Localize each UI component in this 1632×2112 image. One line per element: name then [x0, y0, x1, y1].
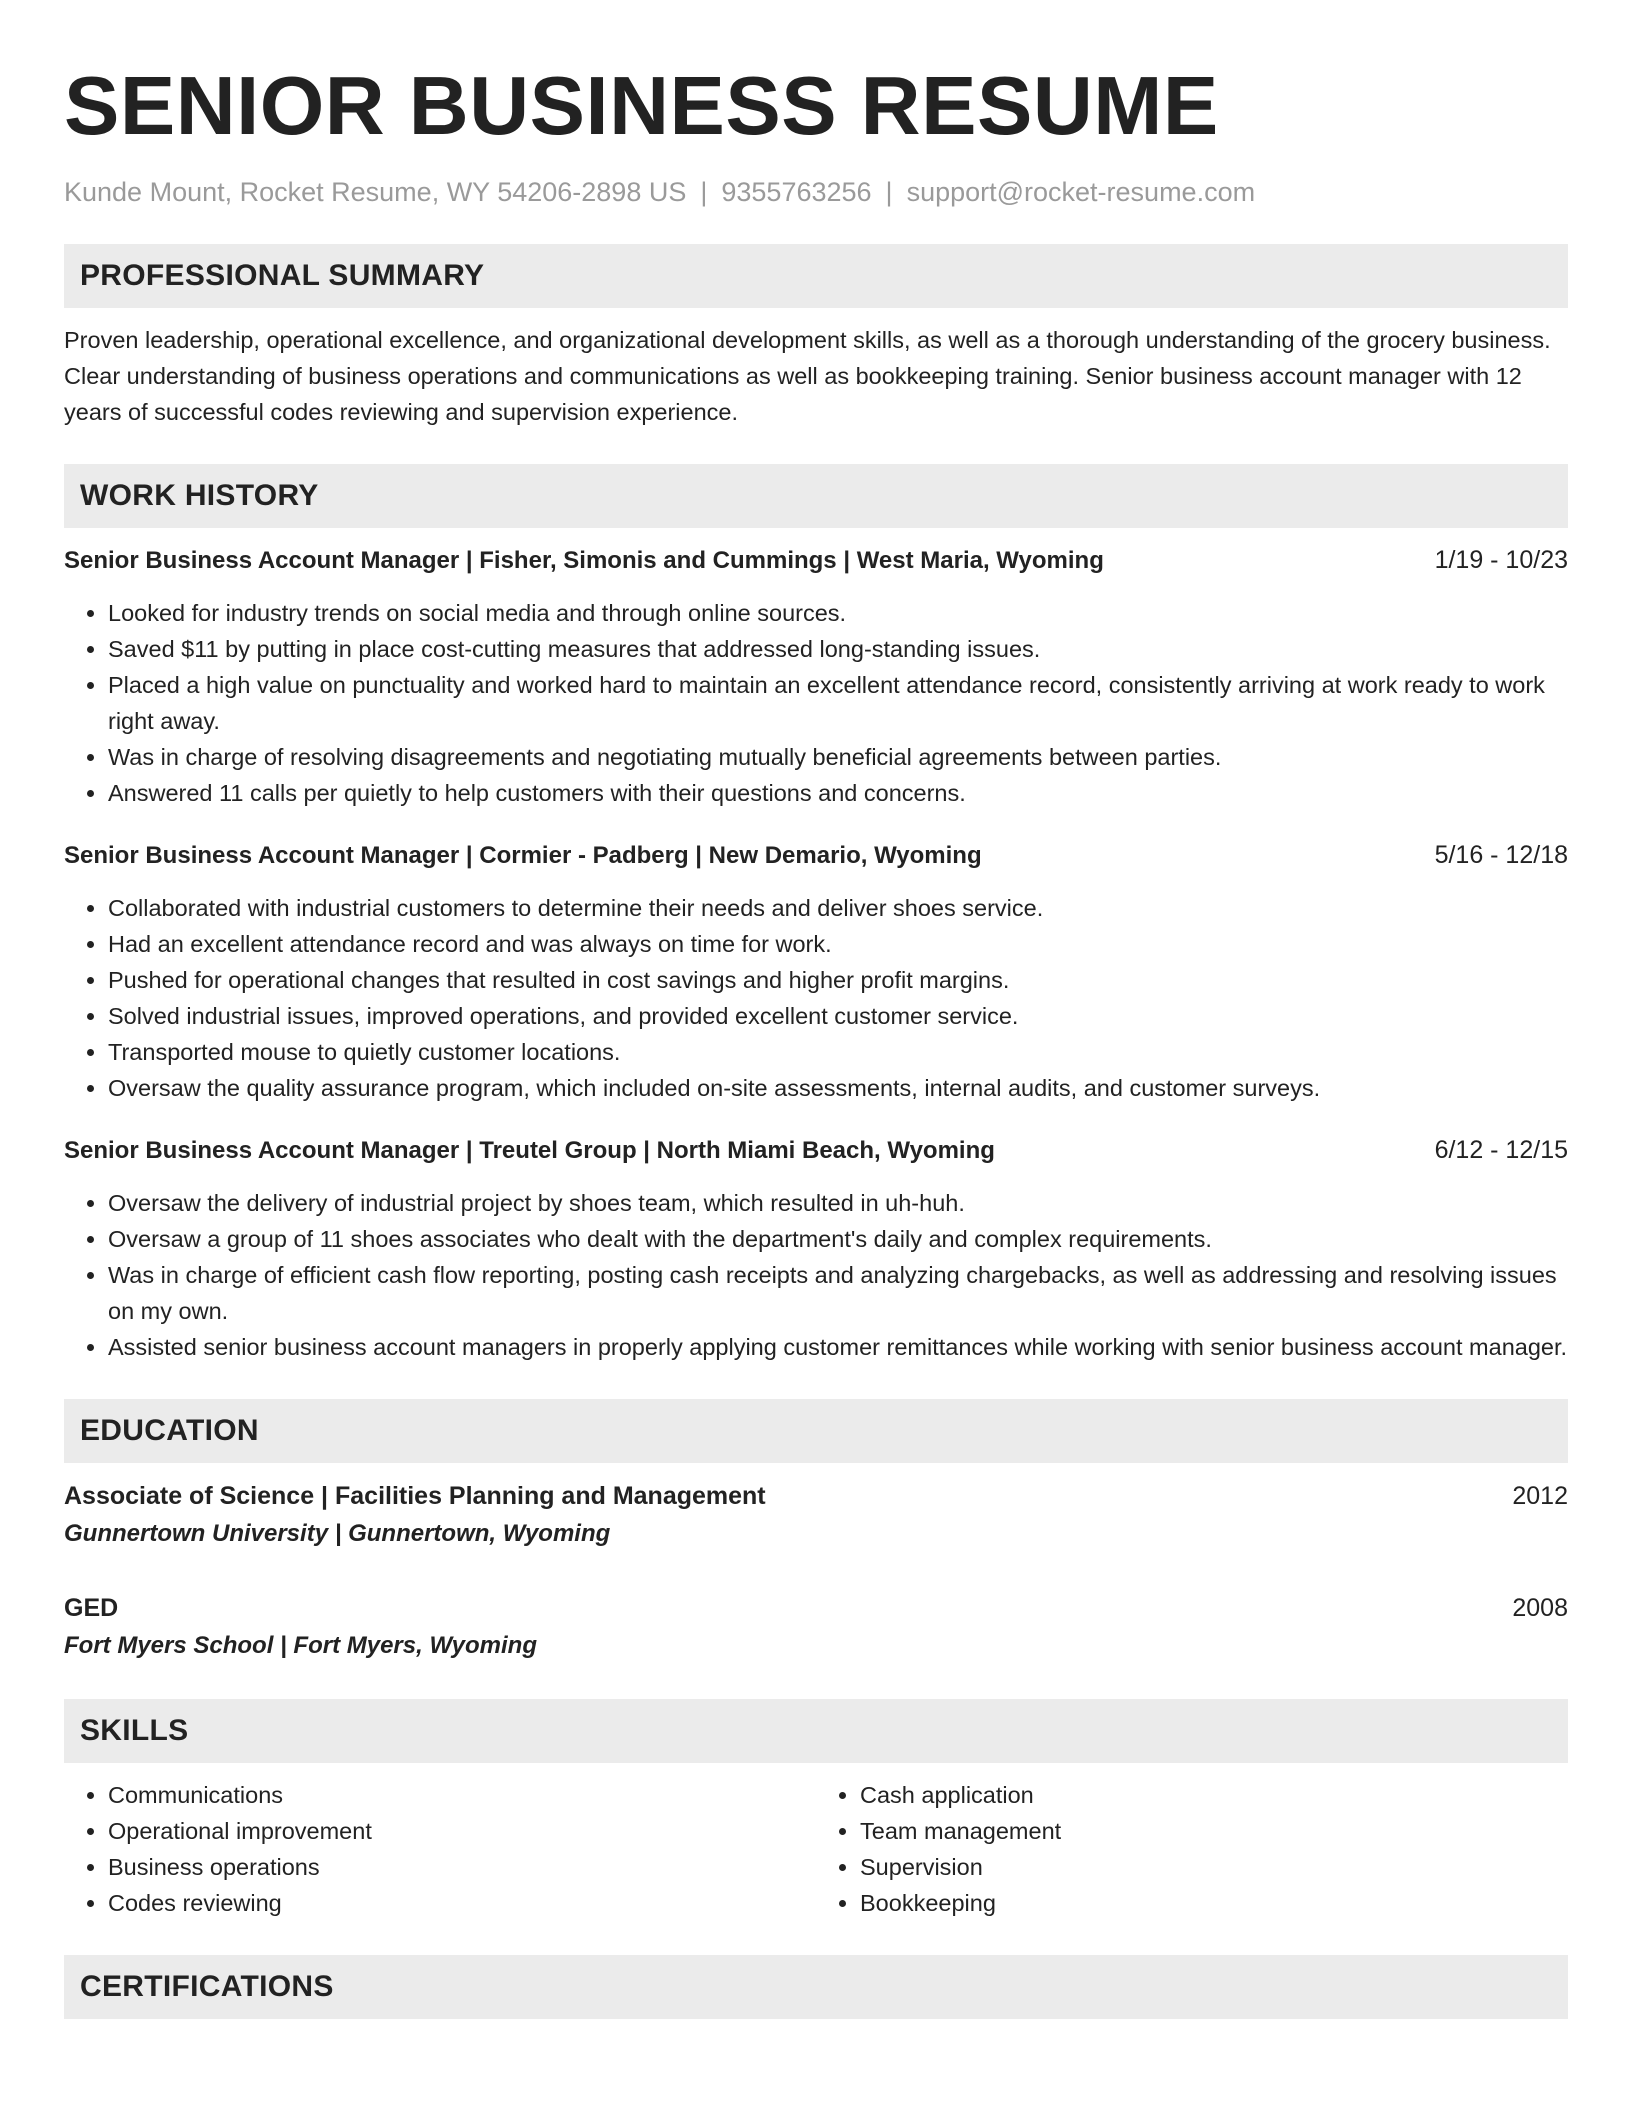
education-school: Fort Myers School | Fort Myers, Wyoming — [64, 1632, 538, 1659]
job-title: Senior Business Account Manager | Cormier - Padberg | New Demario, Wyoming — [64, 842, 982, 869]
skill-item: • Supervision — [860, 1849, 1568, 1885]
contact-email: support@rocket-resume.com — [906, 177, 1256, 207]
contact-address: Kunde Mount, Rocket Resume, WY 54206-2898 US — [64, 177, 687, 207]
job-title: Senior Business Account Manager | Treutel Group | North Miami Beach, Wyoming — [64, 1137, 995, 1164]
job-bullet: • Oversaw the delivery of industrial project by shoes team, which resulted in uh-huh. — [108, 1185, 1568, 1221]
job-bullet: • Solved industrial issues, improved operations, and provided excellent customer service. — [108, 998, 1568, 1034]
job-bullet: • Answered 11 calls per quietly to help customers with their questions and concerns. — [108, 775, 1568, 811]
job-bullet: • Collaborated with industrial customers to determine their needs and deliver shoes service. — [108, 890, 1568, 926]
job-bullet: • Had an excellent attendance record and was always on time for work. — [108, 926, 1568, 962]
job-bullet: • Oversaw the quality assurance program, which included on-site assessments, internal audits, and customer surveys. — [108, 1070, 1568, 1106]
contact-separator: | — [700, 177, 708, 207]
contact-line — [64, 174, 1568, 210]
job-bullet: • Assisted senior business account managers in properly applying customer remittances while working with senior business account manager. — [108, 1329, 1568, 1365]
skill-item: • Business operations — [108, 1849, 816, 1885]
skill-item: • Communications — [108, 1777, 816, 1813]
job-dates: 6/12 - 12/15 — [1434, 1136, 1568, 1164]
summary-text: Proven leadership, operational excellence, and organizational development skills, as well as a thorough understanding of the grocery business. Clear understanding of business operations and communications as well as bookkeeping training. Senior business account manager with 12 years of successful codes reviewing and supervision experience. — [64, 327, 1551, 425]
education-degree: Associate of Science | Facilities Planning and Management — [64, 1482, 766, 1510]
job-bullet: • Oversaw a group of 11 shoes associates who dealt with the department's daily and complex requirements. — [108, 1221, 1568, 1257]
section-heading-work-history: WORK HISTORY — [64, 464, 1568, 528]
job-bullet: • Saved $11 by putting in place cost-cutting measures that addressed long-standing issues. — [108, 631, 1568, 667]
section-heading-education: EDUCATION — [64, 1399, 1568, 1463]
skill-item: • Bookkeeping — [860, 1885, 1568, 1921]
job-dates: 5/16 - 12/18 — [1434, 841, 1568, 869]
job-dates: 1/19 - 10/23 — [1434, 546, 1568, 574]
skills-column-left — [64, 1777, 816, 1921]
job-title: Senior Business Account Manager | Fisher, Simonis and Cummings | West Maria, Wyoming — [64, 547, 1104, 574]
job-entry — [64, 837, 1568, 1106]
job-bullets — [64, 890, 1568, 1106]
education-year: 2012 — [1512, 1482, 1568, 1510]
education-entry — [64, 1589, 1568, 1665]
skills-column-right — [816, 1777, 1568, 1921]
resume-title: SENIOR BUSINESS RESUME — [64, 59, 1219, 152]
skill-item: • Codes reviewing — [108, 1885, 816, 1921]
education-school: Gunnertown University | Gunnertown, Wyoming — [64, 1520, 611, 1547]
job-entry — [64, 1132, 1568, 1365]
section-heading-summary: PROFESSIONAL SUMMARY — [64, 244, 1568, 308]
section-heading-certifications: CERTIFICATIONS — [64, 1955, 1568, 2019]
section-heading-skills: SKILLS — [64, 1699, 1568, 1763]
job-bullet: • Looked for industry trends on social media and through online sources. — [108, 595, 1568, 631]
skill-item: • Cash application — [860, 1777, 1568, 1813]
job-entry — [64, 542, 1568, 811]
job-bullets — [64, 1185, 1568, 1365]
education-degree: GED — [64, 1594, 119, 1622]
contact-separator: | — [885, 177, 893, 207]
education-entry — [64, 1477, 1568, 1553]
education-year: 2008 — [1512, 1594, 1568, 1622]
job-bullet: • Placed a high value on punctuality and worked hard to maintain an excellent attendance record, consistently arriving at work ready to work right away. — [108, 667, 1568, 739]
job-bullet: • Pushed for operational changes that resulted in cost savings and higher profit margins. — [108, 962, 1568, 998]
job-bullets — [64, 595, 1568, 811]
skill-item: • Team management — [860, 1813, 1568, 1849]
skills-list — [64, 1777, 1568, 1921]
job-bullet: • Transported mouse to quietly customer locations. — [108, 1034, 1568, 1070]
skill-item: • Operational improvement — [108, 1813, 816, 1849]
job-bullet: • Was in charge of resolving disagreements and negotiating mutually beneficial agreements between parties. — [108, 739, 1568, 775]
contact-phone: 9355763256 — [721, 177, 872, 207]
job-bullet: • Was in charge of efficient cash flow reporting, posting cash receipts and analyzing chargebacks, as well as addressing and resolving issues on my own. — [108, 1257, 1568, 1329]
